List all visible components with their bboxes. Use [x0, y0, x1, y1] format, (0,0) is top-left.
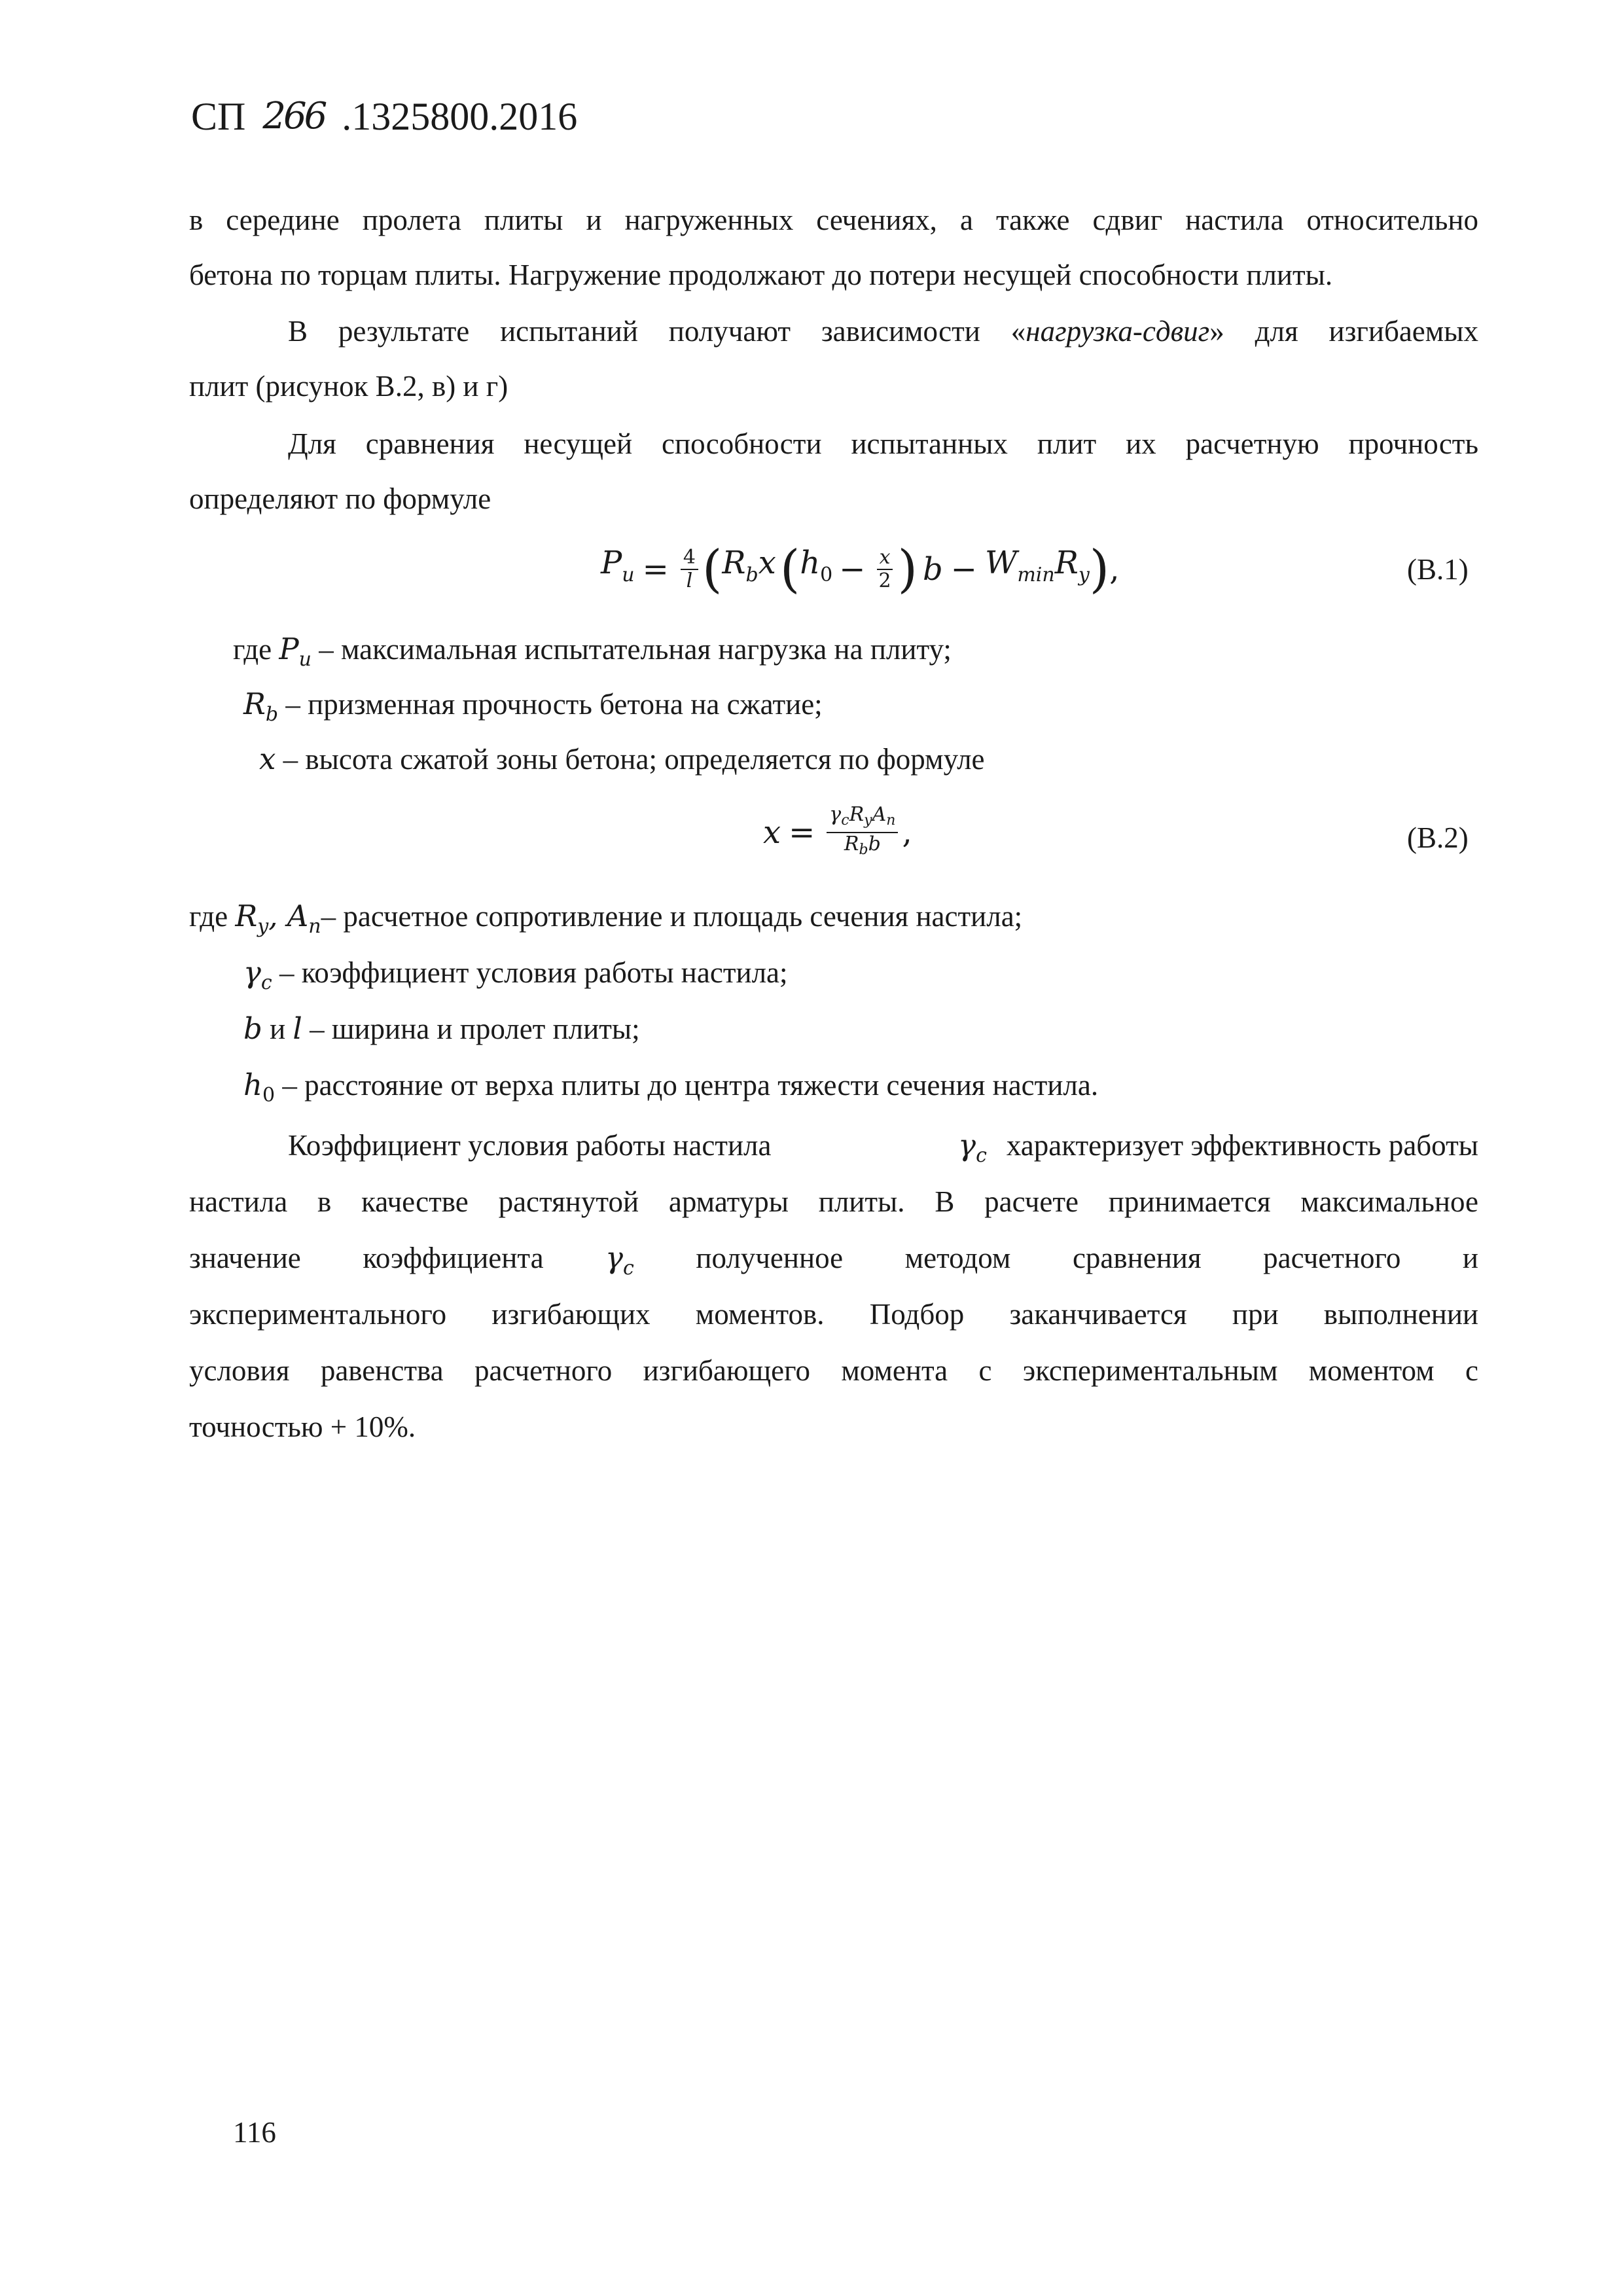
page-number: 116 — [233, 2116, 276, 2149]
document-header — [191, 90, 577, 143]
def-rb: $R_b$ – призменная прочность бетона на сжатие; — [243, 687, 823, 726]
def-pu: где $P_u$ – максимальная испытательная нагрузка на плиту; — [233, 632, 952, 671]
para2-line1: В результате испытаний получают зависимости «нагрузка-сдвиг» для изгибаемых — [288, 315, 1478, 348]
para4-line1: Коэффициент условия работы настила $\gamma_c$ характеризует эффективность работы — [288, 1128, 1478, 1167]
quoted-term: нагрузка-сдвиг — [1026, 315, 1210, 348]
para3-line1: Для сравнения несущей способности испытанных плит их расчетную прочность — [288, 427, 1478, 460]
formula-b1: $P_u$ = $\frac{4}{l}$ ( $R_bx$ ( $h_0$ − $\frac{x}{2}$ ) b − $W_{min}R_y$ ) , — [601, 539, 1120, 599]
formula-b2: x = $\frac{\gamma_cR_yA_n}{R_bb}$ , — [763, 803, 912, 858]
para3-line2: определяют по формуле — [189, 482, 491, 515]
para1-line1: в середине пролета плиты и нагруженных сечениях, а также сдвиг настила относительно — [189, 204, 1478, 236]
header-prefix: СП — [191, 95, 246, 138]
para4-line4: экспериментального изгибающих моментов. Подбор заканчивается при выполнении — [189, 1298, 1478, 1331]
para2-line2: плит (рисунок В.2, в) и г) — [189, 370, 508, 403]
header-handwritten-code: 266 — [262, 95, 325, 137]
formula-b1-number: (В.1) — [1407, 553, 1469, 586]
def-h0: $h_0$ – расстояние от верха плиты до центра тяжести сечения настила. — [243, 1067, 1099, 1107]
def-b-l: b и l – ширина и пролет плиты; — [243, 1011, 640, 1046]
def-x: x – высота сжатой зоны бетона; определяется по формуле — [259, 742, 985, 776]
header-suffix: .1325800.2016 — [342, 95, 578, 138]
para1-line2: бетона по торцам плиты. Нагружение продолжают до потери несущей способности плиты. — [189, 259, 1333, 291]
formula-b2-number: (В.2) — [1407, 821, 1469, 854]
para4-line2: настила в качестве растянутой арматуры плиты. В расчете принимается максимальное — [189, 1185, 1478, 1218]
para4-line3: значение коэффициента $\gamma_c$ полученное методом сравнения расчетного и — [189, 1240, 1478, 1280]
def-gamma-c: $\gamma_c$ – коэффициент условия работы настила; — [243, 955, 788, 994]
para4-line6: точностью + 10%. — [189, 1410, 416, 1443]
para4-line5: условия равенства расчетного изгибающего момента с экспериментальным моментом с — [189, 1354, 1478, 1387]
def-ry-an: где $R_y$, $A_n-$ расчетное сопротивление и площадь сечения настила; — [189, 899, 1023, 938]
